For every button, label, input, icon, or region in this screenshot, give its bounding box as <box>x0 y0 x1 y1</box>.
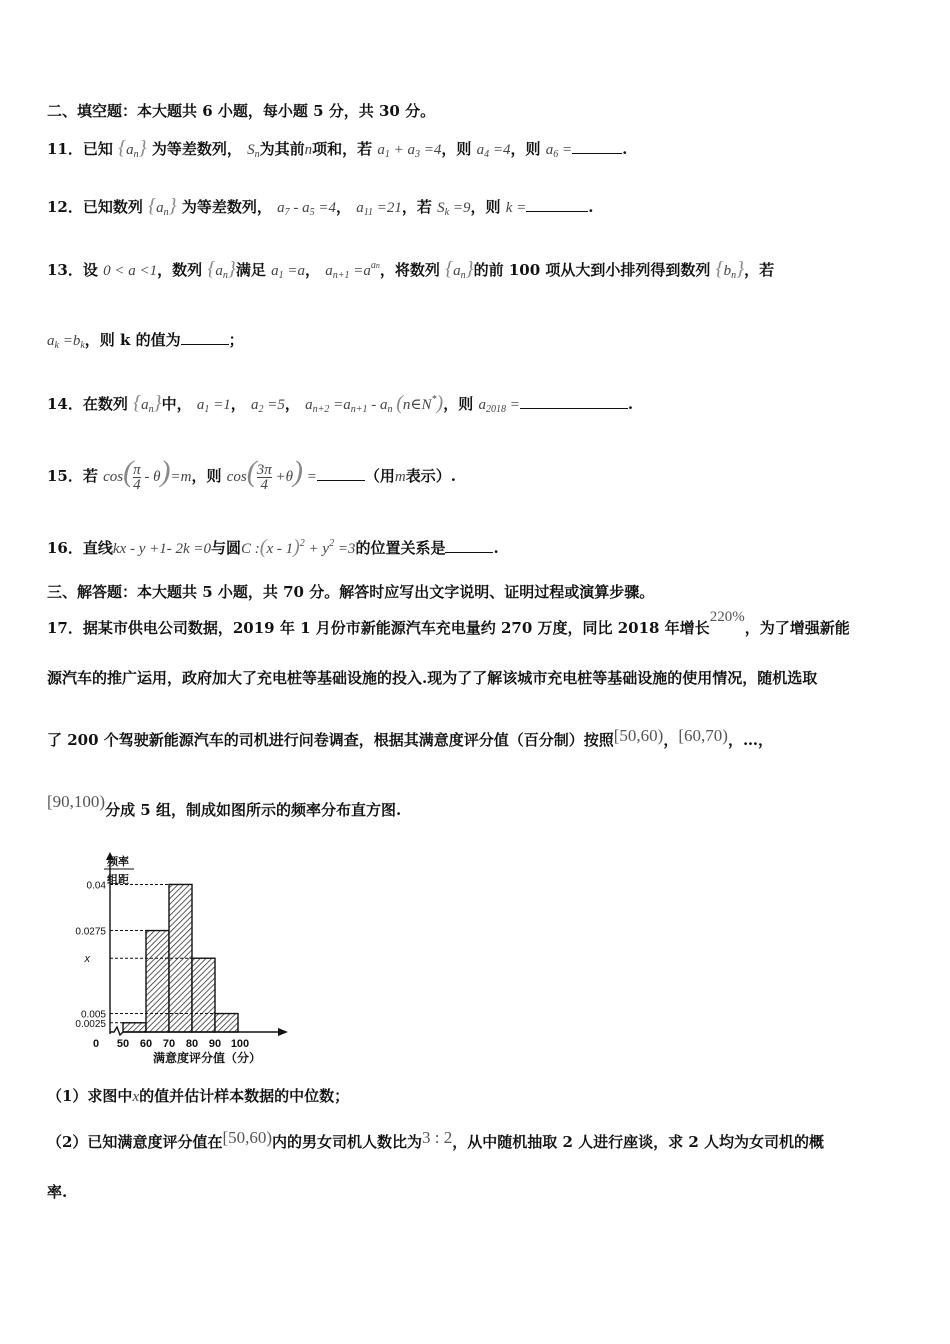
q12-t3: ， <box>335 198 351 216</box>
y-tick-label-4: 0.0025 <box>75 1018 106 1030</box>
q17-ratio: 3 : 2 <box>422 1128 453 1147</box>
q13-t2: ，数列 <box>157 261 203 279</box>
q12-t6: . <box>588 198 594 216</box>
q15-t2: ，则 <box>191 467 222 485</box>
q14-t6: . <box>627 395 634 413</box>
q12-answer-blank <box>526 197 588 212</box>
q11-t1: 已知 <box>82 140 113 158</box>
q12-t4: ，若 <box>401 198 432 216</box>
x-tick-label-5: 100 <box>230 1038 250 1050</box>
q13-t3: 满足 <box>235 261 266 279</box>
q15-num: 15． <box>47 467 83 485</box>
q13-eq3: $a_k =b_k$ <box>47 333 85 351</box>
q14-t2: 中， <box>161 395 192 413</box>
q16-t4: . <box>493 539 499 557</box>
q12-t1: 已知数列 <box>82 198 143 216</box>
q17-interval-5: [90,100) <box>47 792 106 811</box>
q13-t4: ， <box>305 261 321 279</box>
q14-num: 14． <box>47 395 83 413</box>
origin-label: 0 <box>92 1038 100 1050</box>
q13-t6: 的前 100 项从大到小排列得到数列 <box>473 261 711 279</box>
q15-t1: 若 <box>82 467 98 485</box>
q12-eq1: $a_7 - a_5 =4$ <box>277 200 336 218</box>
q17-line1b: ，为了增强新能 <box>744 619 850 637</box>
x-tick-label-3: 80 <box>185 1038 199 1050</box>
frequency-histogram <box>50 848 300 1066</box>
x-tick-label-1: 60 <box>139 1038 153 1050</box>
question-17-line3: 了 200 个驾驶新能源汽车的司机进行问卷调查，根据其满意度评分值（百分制）按照[50,60)，[60,70)，…， <box>47 726 773 749</box>
question-15 <box>47 455 456 494</box>
y-label-top: 频率 <box>107 856 129 868</box>
x-axis-arrow <box>278 1028 288 1036</box>
q14-t5: ，则 <box>443 395 474 413</box>
question-17-line4 <box>47 792 402 820</box>
histogram-bar-0 <box>123 1023 146 1032</box>
question-17-part2-cont: 率. <box>47 1183 68 1201</box>
q17-x: x <box>132 1089 140 1105</box>
q13-eq1: $a_1 =a$ <box>271 263 305 281</box>
q14-eq1: $a_1 =1$ <box>196 397 231 415</box>
q12-t5: ，则 <box>470 198 501 216</box>
q11-t4: 项和，若 <box>312 140 373 158</box>
q17-line4: 分成 5 组，制成如图所示的频率分布直方图. <box>105 801 402 819</box>
question-13 <box>47 256 774 286</box>
x-axis-title: 满意度评分值（分） <box>152 1051 262 1065</box>
q11-num: 11． <box>47 140 83 158</box>
q11-t3: 为其前 <box>259 140 305 158</box>
q11-t5: ，则 <box>441 140 472 158</box>
question-17-line1 <box>47 609 850 639</box>
q15-t3: （用 <box>364 467 395 485</box>
q11-t6: ，则 <box>510 140 541 158</box>
q16-t1: 直线 <box>82 539 113 557</box>
q17-line3b: ，…， <box>727 731 773 749</box>
y-tick-label-2: x <box>84 953 90 966</box>
y-label-bottom: 组距 <box>107 874 129 886</box>
q13-t1: 设 <box>82 261 98 279</box>
q16-line-eq: kx - y +1- 2k =0 <box>112 541 212 557</box>
question-17-part1 <box>47 1086 349 1107</box>
q12-seq-an: $\{a_n\}$ <box>148 195 177 218</box>
q17-p2c: ，从中随机抽取 2 人进行座谈，求 2 人均为女司机的概 <box>452 1133 825 1151</box>
histogram-bar-1 <box>146 931 169 1032</box>
q14-seq-an: $\{a_n\}$ <box>133 392 162 415</box>
q17-p2a: （2）已知满意度评分值在 <box>47 1133 223 1151</box>
section2-title: 二、填空题：本大题共 6 小题，每小题 5 分，共 30 分。 <box>47 102 436 120</box>
q17-p1b: 的值并估计样本数据的中位数； <box>139 1087 350 1105</box>
q12-eq3: $S_k =9$ <box>437 200 471 218</box>
q14-eq4: $a_{2018}$ = <box>478 397 520 415</box>
q15-answer-blank <box>317 466 365 481</box>
q17-interval-1: [50,60) <box>613 726 664 745</box>
question-12 <box>47 196 593 223</box>
q12-num: 12． <box>47 198 83 216</box>
q13-seq-an: $\{a_n\}$ <box>207 258 236 281</box>
q13-t7: ，若 <box>744 261 775 279</box>
q17-line3a: 了 200 个驾驶新能源汽车的司机进行问卷调查，根据其满意度评分值（百分制）按照 <box>47 731 614 749</box>
q13-eq2: $a_{n+1} =a^{an}$ <box>325 260 380 281</box>
q16-circle-eq: C :(x - $1)^2 + y^2 =3$ <box>241 536 356 558</box>
q16-t2: 与圆 <box>211 539 242 557</box>
q13-seq-bn: $\{b_n\}$ <box>715 258 745 281</box>
q16-answer-blank <box>445 538 493 553</box>
q11-t7: . <box>622 140 628 158</box>
question-13-cont <box>47 330 244 356</box>
q17-p1a: （1）求图中 <box>47 1087 133 1105</box>
question-17-part2 <box>47 1128 825 1152</box>
q11-eq3: $a_6$ = <box>545 142 573 160</box>
q17-interval-1b: [50,60) <box>222 1128 273 1147</box>
q13-t5: ，将数列 <box>379 261 440 279</box>
q16-num: 16． <box>47 539 83 557</box>
y-tick-label-1: 0.0275 <box>75 926 106 938</box>
q14-answer-blank <box>520 394 628 409</box>
x-tick-label-4: 90 <box>208 1038 222 1050</box>
histogram-bar-3 <box>192 958 215 1032</box>
q14-t3: ， <box>230 395 246 413</box>
q13-num: 13． <box>47 261 83 279</box>
histogram-bar-4 <box>215 1014 238 1032</box>
q17-p2b: 内的男女司机人数比为 <box>272 1133 423 1151</box>
question-16 <box>47 534 499 559</box>
q11-n: n <box>304 142 313 158</box>
q13-t9: ； <box>228 331 244 349</box>
q11-seq-an: $\{a_n\}$ <box>118 137 147 160</box>
q12-eq2: $a_{11} =21$ <box>356 200 402 218</box>
q17-interval-2: [60,70) <box>678 726 728 745</box>
question-11 <box>47 138 627 165</box>
q14-eq3: $a_{n+2} =a_{n+1} - a_n$ (n∈N*) <box>305 392 444 415</box>
question-17-line2: 源汽车的推广运用，政府加大了充电桩等基础设施的投入.现为了了解该城市充电桩等基础设施的使用情况，随机选取 <box>47 669 818 687</box>
x-tick-label-0: 50 <box>116 1038 130 1050</box>
q14-eq2: $a_2 =5$ <box>251 397 285 415</box>
q11-eq1: $a_1 + a_3 =4$ <box>377 142 442 160</box>
q17-pct: 220% <box>709 609 745 625</box>
q15-m: m <box>394 469 406 485</box>
q11-t2: 为等差数列， <box>151 140 242 158</box>
q12-t2: 为等差数列， <box>181 198 272 216</box>
q14-t1: 在数列 <box>82 395 128 413</box>
q14-t4: ， <box>284 395 300 413</box>
q13-answer-blank <box>181 330 229 345</box>
q16-t3: 的位置关系是 <box>355 539 446 557</box>
q11-eq2: $a_4 =4$ <box>476 142 511 160</box>
q13-ineq: 0 < a <1 <box>103 263 158 279</box>
q15-t4: 表示）. <box>405 467 456 485</box>
q11-sn: $S_n$ <box>247 142 260 160</box>
q15-eq2: cos( $\frac{3\pi}{4}$ +θ) = <box>226 455 317 494</box>
q15-eq1: cos( $\frac{\pi}{4}$ - θ)=m <box>103 455 192 494</box>
question-14 <box>47 390 633 420</box>
q11-answer-blank <box>572 139 622 154</box>
section3-title: 三、解答题：本大题共 5 小题，共 70 分。解答时应写出文字说明、证明过程或演算步骤。 <box>47 583 655 601</box>
q13-seq-an-2: $\{a_n\}$ <box>445 258 474 281</box>
q17-line1a: 17．据某市供电公司数据，2019 年 1 月份市新能源汽车充电量约 270 万度，同比 2018 年增长 <box>47 619 710 637</box>
q13-t8: ，则 k 的值为 <box>84 331 181 349</box>
q12-k: k = <box>505 200 527 216</box>
y-tick-label-3: 0.005 <box>80 1009 106 1021</box>
x-tick-label-2: 70 <box>162 1038 176 1050</box>
y-tick-label-0: 0.04 <box>86 880 106 892</box>
